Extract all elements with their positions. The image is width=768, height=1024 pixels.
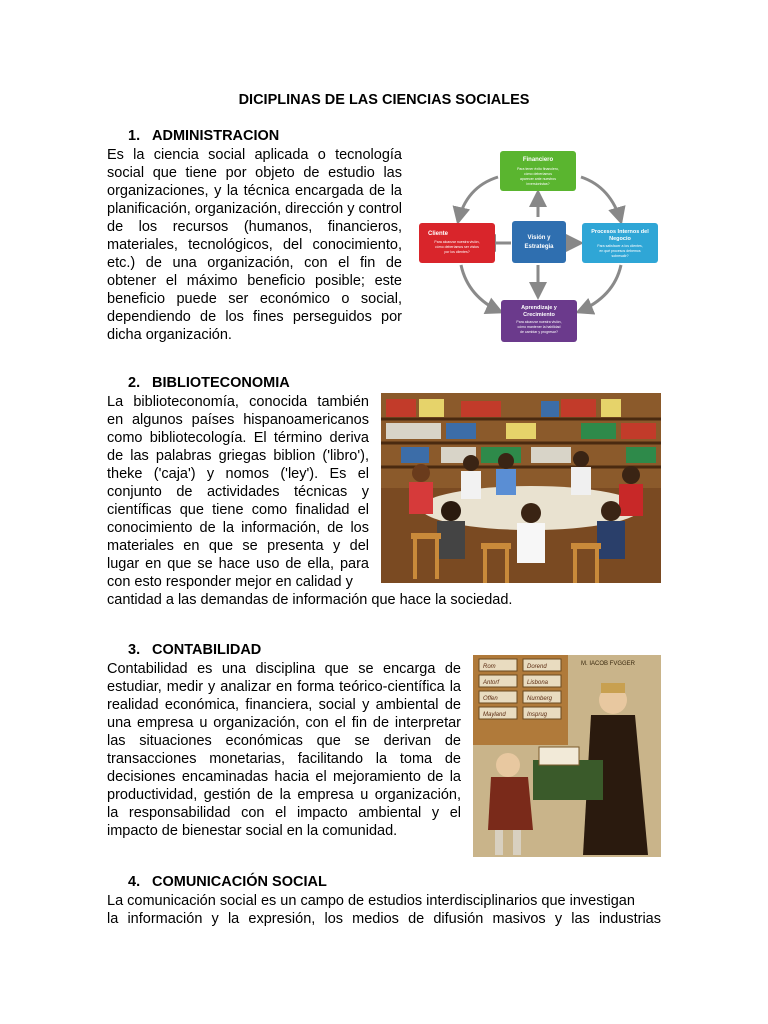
- svg-text:en qué procesos debemos: en qué procesos debemos: [599, 249, 641, 253]
- svg-text:Cliente: Cliente: [428, 231, 449, 237]
- desk: [533, 760, 603, 800]
- section-body-comunicacion-line-1: La comunicación social es un campo de estudios interdisciplinarios que investigan: [107, 893, 635, 909]
- page-title: DICIPLINAS DE LAS CIENCIAS SOCIALES: [238, 92, 530, 108]
- diagram-box-aprendizaje: [501, 300, 577, 342]
- section-heading-contabilidad: [128, 642, 261, 658]
- section-number: 3.: [128, 642, 141, 658]
- section-title: BIBLIOTECONOMIA: [152, 375, 290, 391]
- accounting-painting: [473, 655, 661, 857]
- svg-text:Financiero: Financiero: [522, 157, 554, 163]
- section-number: 2.: [128, 375, 141, 391]
- svg-text:Rom: Rom: [483, 664, 496, 670]
- section-body-comunicacion-line-2: la información y la expresión, los medios de difusión masivos y las industrias: [107, 911, 661, 927]
- svg-text:Para satisfacer a los clientes: Para satisfacer a los clientes,: [597, 244, 643, 248]
- svg-text:Negocio: Negocio: [609, 236, 631, 242]
- section-body-contabilidad: Contabilidad es una disciplina que se encarga de estudiar, medir y analizar en forma teórico-científica la realidad económica, financiera, social y ambiental de una empresa u organización, con el fin de interpretar las situaciones económicas que se derivan de transacciones monetarias, facilitando la toma de decisiones encaminadas hacia el mejoramiento de la productividad, gestión de la empresa u organización, la responsabilidad con el impacto ambiental y el impacto de bienestar social en la comunidad.: [107, 661, 461, 839]
- svg-text:Estrategia: Estrategia: [524, 244, 554, 250]
- section-heading-comunicacion-social: [128, 874, 327, 890]
- section-title: ADMINISTRACION: [152, 128, 280, 144]
- svg-text:Para alcanzar nuestra visión,: Para alcanzar nuestra visión,: [434, 240, 480, 244]
- diagram-box-procesos: [582, 223, 658, 263]
- section-heading-biblioteconomia: [128, 375, 290, 391]
- svg-text:Offen: Offen: [483, 696, 498, 702]
- painting-inscription: M. IACOB FVGGER: [581, 661, 636, 667]
- svg-text:Procesos Internos del: Procesos Internos del: [591, 229, 649, 235]
- svg-text:Aprendizaje y: Aprendizaje y: [521, 305, 557, 311]
- section-body-biblioteconomia: La biblioteconomía, conocida también en algunos países hispanoamericanos como bibliotecología. El término deriva de las palabras griegas biblion ('libro'), theke ('caja') y nomos ('ley'). Es el conjunto de actividades técnicas y científicas que tiene como finalidad el conocimiento de la información, de los materiales en que se presenta y del lugar en que se hace uso de ella, para con esto responder mejor en calidad y: [107, 394, 369, 590]
- svg-text:Crecimiento: Crecimiento: [523, 312, 555, 318]
- svg-text:cómo deberíamos ser vistos: cómo deberíamos ser vistos: [435, 245, 479, 249]
- section-heading-administracion: [128, 128, 279, 144]
- svg-text:Insprug: Insprug: [527, 712, 548, 718]
- svg-text:Para tener éxito financiero,: Para tener éxito financiero,: [517, 167, 559, 171]
- svg-text:Nurnberg: Nurnberg: [527, 696, 553, 702]
- svg-text:cómo deberíamos: cómo deberíamos: [523, 172, 553, 176]
- svg-text:Para alcanzar nuestra visión,: Para alcanzar nuestra visión,: [516, 320, 562, 324]
- library-photo: [381, 393, 661, 583]
- svg-text:Mayland: Mayland: [483, 712, 506, 718]
- section-title: COMUNICACIÓN SOCIAL: [152, 874, 327, 890]
- svg-text:inversionistas?: inversionistas?: [526, 182, 550, 186]
- svg-text:aparecer ante nuestros: aparecer ante nuestros: [520, 177, 556, 181]
- svg-text:Antorf: Antorf: [483, 680, 500, 686]
- svg-text:Dorend: Dorend: [527, 664, 547, 670]
- section-body-administracion: Es la ciencia social aplicada o tecnología social que tiene por objeto de estudio las organizaciones, y la técnica encargada de la planificación, organización, dirección y control de los recursos (humanos, financieros, materiales, tecnológicos, del conocimiento, etc.) de una organización, con el fin de obtener el máximo beneficio posible; este beneficio puede ser económico o social, dependiendo de los fines perseguidos por dicha organización.: [107, 147, 402, 343]
- section-number: 1.: [128, 128, 141, 144]
- svg-text:sobresalir?: sobresalir?: [611, 254, 629, 258]
- diagram-box-cliente: [419, 223, 495, 263]
- svg-text:Lisbona: Lisbona: [527, 680, 549, 686]
- section-body-biblioteconomia-tail: cantidad a las demandas de información que hace la sociedad.: [107, 592, 513, 608]
- balanced-scorecard-diagram: [416, 147, 661, 347]
- svg-text:por los clientes?: por los clientes?: [444, 250, 470, 254]
- svg-text:Visión y: Visión y: [527, 235, 551, 241]
- diagram-box-vision: [512, 221, 566, 263]
- diagram-box-financiero: [500, 151, 576, 191]
- svg-text:cómo mantener la habilidad: cómo mantener la habilidad: [517, 325, 561, 329]
- section-number: 4.: [128, 874, 141, 890]
- open-ledger: [539, 747, 579, 765]
- svg-text:de cambiar y progresar?: de cambiar y progresar?: [520, 330, 558, 334]
- section-title: CONTABILIDAD: [152, 642, 262, 658]
